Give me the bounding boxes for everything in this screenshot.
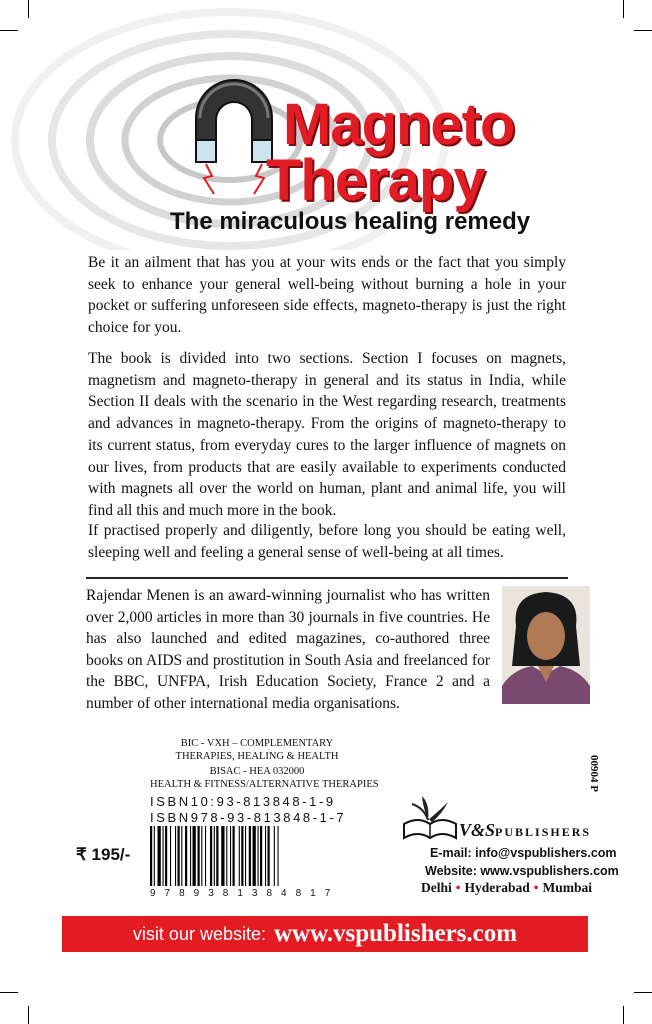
crop-mark: [634, 992, 652, 993]
barcode-bar: [230, 826, 231, 886]
blurb-paragraph-1: Be it an ailment that has you at your wits ends or the fact that you simply seek to enhance your general well-being without burning a hole in your pocket or suffering unforeseen side effects, magneto-therapy is just the right choice for you.: [88, 254, 566, 337]
crop-mark: [623, 1006, 624, 1024]
bisac-code-line-1: BISAC - HEA 032000: [209, 766, 305, 777]
publisher-cities: [421, 880, 592, 896]
barcode-bar: [221, 826, 224, 886]
crop-mark: [0, 992, 18, 993]
city-hyderabad: Hyderabad: [464, 880, 530, 895]
barcode-bar: [165, 826, 167, 886]
barcode-bar: [163, 826, 164, 886]
barcode-bar: [268, 826, 270, 886]
blurb-paragraph-3: If practised properly and diligently, before long you should be eating well, sleeping well and feeling a general sense of well-being at all times.: [88, 522, 566, 561]
barcode-bar: [205, 826, 206, 886]
book-title-line-2: Therapy: [266, 148, 485, 213]
barcode-bar: [214, 826, 215, 886]
barcode-digits: 9789381384817: [150, 888, 340, 899]
barcode-bar: [258, 826, 259, 886]
barcode-bar: [193, 826, 196, 886]
barcode-bar: [239, 826, 240, 886]
publisher-name-main: V&S: [459, 820, 496, 840]
barcode-bar: [245, 826, 246, 886]
website-banner-label: visit our website:: [132, 923, 266, 944]
barcode-bar: [260, 826, 262, 886]
city-delhi: Delhi: [421, 880, 452, 895]
publisher-email: E-mail: info@vspublishers.com: [430, 846, 617, 860]
publisher-name-suffix: PUBLISHERS: [495, 825, 592, 839]
bullet-separator: •: [455, 880, 461, 895]
barcode-bar: [185, 826, 187, 886]
price: ₹ 195/-: [76, 845, 131, 864]
barcode-bar: [158, 826, 161, 886]
barcode-bar: [198, 826, 200, 886]
barcode-bar: [216, 826, 218, 886]
bic-code-line-1: BIC - VXH – COMPLEMENTARY: [180, 738, 334, 749]
barcode-bar: [178, 826, 180, 886]
barcode-bar: [274, 826, 275, 886]
barcode-bar: [249, 826, 251, 886]
book-title-line-1: Magneto: [283, 92, 515, 157]
bic-code-line-2: THERAPIES, HEALING & HEALTH: [175, 751, 339, 762]
barcode-bar: [265, 826, 266, 886]
subject-classification: [150, 737, 379, 791]
book-subtitle: The miraculous healing remedy: [170, 208, 531, 235]
barcode-bar: [181, 826, 182, 886]
author-bio: Rajendar Menen is an award-winning journalist who has written over 2,000 articles in more than 30 journals in five countries. He has also launched and edited magazines, co-authored three books on AIDS and prostitution in South Asia and freelanced for the BBC, UNFPA, Irish Education Society, France 2 and a number of other international media organisations.: [86, 587, 490, 712]
blurb-paragraph-2: The book is divided into two sections. Section I focuses on magnets, magnetism and magneto-therapy in general and its status in India, while Section II deals with the scenario in the West regarding research, treatments and advances in magneto-therapy. From the origins of magneto-therapy to its current status, from everyday cures to the larger influence of magnets on our lives, from products that are easily available to experiments conducted with magnets all over the world on human, plant and animal life, you will find all this and much more in the book.: [88, 350, 566, 519]
author-photo: [502, 586, 590, 704]
city-mumbai: Mumbai: [542, 880, 593, 895]
barcode-bar: [241, 826, 243, 886]
horseshoe-magnet-icon: [196, 80, 272, 194]
website-banner: [62, 916, 588, 952]
barcode-bar: [150, 826, 152, 886]
isbn-10: ISBN10:93-813848-1-9: [150, 794, 336, 809]
barcode-bar: [233, 826, 235, 886]
barcode-bar: [201, 826, 202, 886]
publisher-logo-book-icon: [400, 790, 460, 850]
crop-mark: [28, 1006, 29, 1024]
divider: [86, 577, 568, 579]
barcode-bar: [190, 826, 191, 886]
publisher-website: Website: www.vspublishers.com: [425, 864, 619, 878]
website-banner-url[interactable]: www.vspublishers.com: [273, 920, 518, 947]
barcode-bar: [253, 826, 256, 886]
barcode-bar: [170, 826, 171, 886]
barcode-bar: [278, 826, 279, 886]
publisher-name: [459, 820, 591, 841]
barcode-bar: [175, 826, 176, 886]
barcode-bar: [226, 826, 227, 886]
barcode: [148, 826, 324, 888]
barcode-bar: [210, 826, 212, 886]
product-code: 00904 P: [588, 755, 600, 792]
bullet-separator: •: [533, 880, 539, 895]
bisac-code-line-2: HEALTH & FITNESS/ALTERNATIVE THERAPIES: [150, 779, 379, 790]
isbn-13: ISBN978-93-813848-1-7: [150, 810, 347, 825]
barcode-bar: [154, 826, 155, 886]
